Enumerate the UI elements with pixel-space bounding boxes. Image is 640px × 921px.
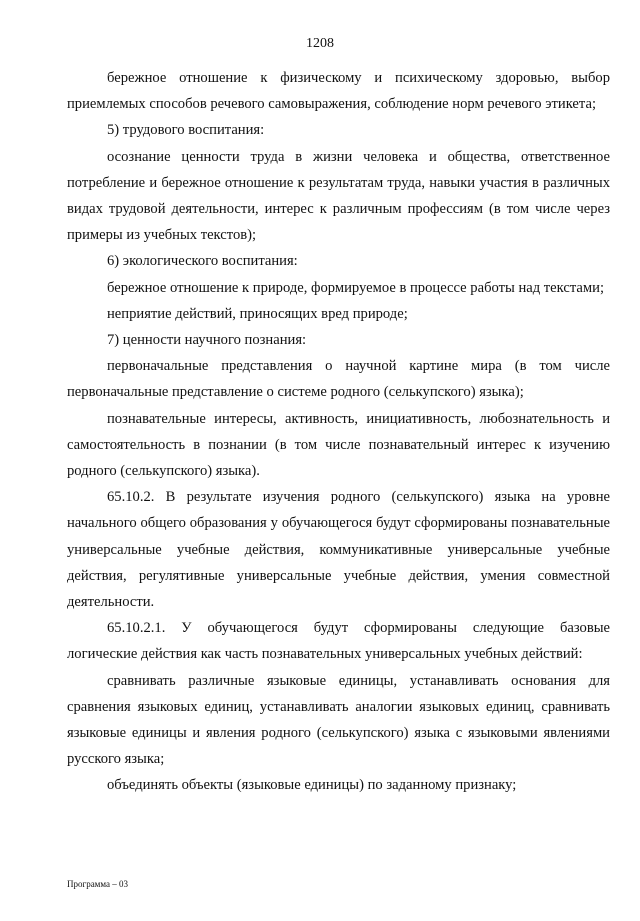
paragraph: познавательные интересы, активность, инициативность, любознательность и самостоятельность в познании (в том числе познавательный интерес к изучению родного (селькупского) языка). [67, 410, 610, 480]
footer-label: Программа – 03 [67, 879, 129, 889]
paragraph: первоначальные представления о научной картине мира (в том числе первоначальные представление о системе родного (селькупского) языка); [67, 358, 610, 401]
paragraph: 65.10.2.1. У обучающегося будут сформированы следующие базовые логические действия как часть познавательных универсальных учебных действий: [67, 620, 610, 663]
paragraph: осознание ценности труда в жизни человека и общества, ответственное потребление и бережное отношение к результатам труда, навыки участия в различных видах трудовой деятельности, интерес к различным профессиям (в том числе через примеры из учебных текстов); [67, 148, 610, 244]
page-number: 1208 [306, 36, 334, 51]
body-text [67, 65, 610, 799]
section-heading: 5) трудового воспитания: [107, 122, 265, 139]
paragraph: бережное отношение к физическому и психическому здоровью, выбор приемлемых способов речевого самовыражения, соблюдение норм речевого этикета; [67, 70, 610, 113]
paragraph: бережное отношение к природе, формируемое в процессе работы над текстами; [107, 279, 604, 296]
paragraph: неприятие действий, приносящих вред природе; [107, 305, 408, 322]
paragraph: сравнивать различные языковые единицы, устанавливать основания для сравнения языковых единиц, устанавливать аналогии языковых единиц, сравнивать языковые единицы и явления родного (селькупского) языка с языковыми явлениями русского языка; [67, 672, 610, 768]
section-heading: 7) ценности научного познания: [107, 332, 307, 349]
paragraph: объединять объекты (языковые единицы) по заданному признаку; [107, 777, 517, 794]
paragraph: 65.10.2. В результате изучения родного (селькупского) языка на уровне начального общего образования у обучающегося будут сформированы познавательные универсальные учебные действия, коммуникативные универсальные учебные действия, регулятивные универсальные учебные действия, умения совместной деятельности. [67, 489, 610, 611]
section-heading: 6) экологического воспитания: [107, 253, 298, 270]
